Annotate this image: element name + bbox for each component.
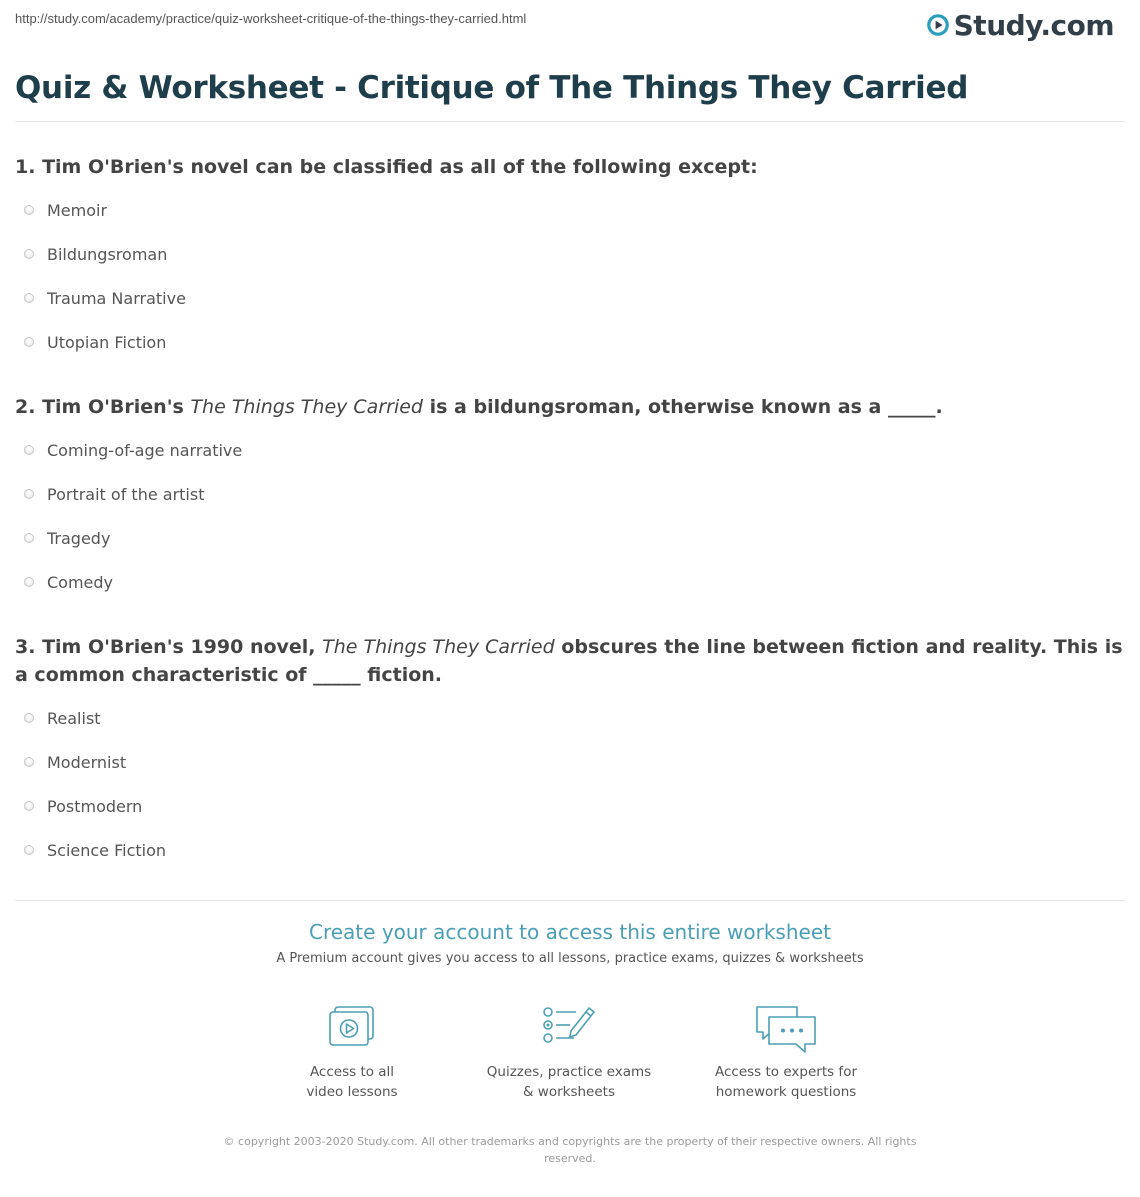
- radio-button[interactable]: [24, 845, 34, 855]
- answer-label[interactable]: Bildungsroman: [47, 244, 168, 264]
- answer-options: [15, 428, 1130, 604]
- feature-label: Quizzes, practice exams & worksheets: [486, 1064, 652, 1100]
- radio-button[interactable]: [24, 489, 34, 499]
- answer-label[interactable]: Science Fiction: [47, 840, 167, 860]
- video-lessons-icon: [325, 1004, 379, 1050]
- answer-option[interactable]: [15, 428, 1130, 472]
- radio-button[interactable]: [24, 757, 34, 767]
- feature-label: Access to experts for homework questions: [714, 1064, 857, 1100]
- question-2: [15, 393, 1130, 604]
- cta-divider: [15, 900, 1125, 901]
- page-title: Quiz & Worksheet - Critique of The Things They Carried: [15, 70, 969, 106]
- radio-button[interactable]: [24, 249, 34, 259]
- question-italic: The Things They Carried: [190, 396, 423, 418]
- question-suffix: obscures the line between fiction and reality. This is a common characteristic of _____ fiction.: [15, 636, 1123, 686]
- answer-option[interactable]: [15, 828, 1130, 872]
- radio-button[interactable]: [24, 577, 34, 587]
- answer-option[interactable]: [15, 784, 1130, 828]
- answer-options: [15, 188, 1130, 364]
- feature-quizzes: [469, 1004, 669, 1102]
- question-text: [15, 153, 1130, 181]
- radio-button[interactable]: [24, 801, 34, 811]
- question-text: [15, 633, 1130, 689]
- answer-option[interactable]: [15, 696, 1130, 740]
- radio-button[interactable]: [24, 533, 34, 543]
- logo-text: Study.com: [953, 8, 1114, 42]
- question-prefix: Tim O'Brien's novel can be classified as all of the following except:: [42, 156, 758, 178]
- feature-list: [0, 1004, 1140, 1114]
- radio-button[interactable]: [24, 445, 34, 455]
- answer-label[interactable]: Postmodern: [47, 796, 143, 816]
- radio-button[interactable]: [24, 337, 34, 347]
- question-prefix: Tim O'Brien's: [42, 396, 191, 418]
- feature-label: Access to all video lessons: [306, 1064, 398, 1100]
- question-number: 2.: [15, 396, 36, 418]
- answer-label[interactable]: Utopian Fiction: [47, 332, 167, 352]
- title-divider: [15, 121, 1125, 122]
- feature-experts: [686, 1004, 886, 1102]
- answer-label[interactable]: Coming-of-age narrative: [47, 440, 243, 460]
- answer-option[interactable]: [15, 740, 1130, 784]
- answer-label[interactable]: Modernist: [47, 752, 127, 772]
- question-text: [15, 393, 1130, 421]
- answer-label[interactable]: Comedy: [47, 572, 114, 592]
- chat-bubbles-icon: [753, 1004, 819, 1056]
- play-circle-icon: [927, 14, 949, 36]
- question-prefix: Tim O'Brien's 1990 novel,: [42, 636, 323, 658]
- question-3: [15, 633, 1130, 872]
- answer-option[interactable]: [15, 320, 1130, 364]
- answer-label[interactable]: Trauma Narrative: [47, 288, 186, 308]
- copyright-text: © copyright 2003-2020 Study.com. All other trademarks and copyrights are the property of their respective owners. All rights reserved.: [223, 1135, 917, 1165]
- radio-button[interactable]: [24, 205, 34, 215]
- cta-title[interactable]: Create your account to access this entire worksheet: [309, 920, 831, 944]
- answer-label[interactable]: Memoir: [47, 200, 108, 220]
- question-number: 3.: [15, 636, 36, 658]
- radio-button[interactable]: [24, 713, 34, 723]
- question-1: [15, 153, 1130, 364]
- feature-video-lessons: [252, 1004, 452, 1102]
- page-url[interactable]: http://study.com/academy/practice/quiz-worksheet-critique-of-the-things-they-carried.html: [15, 11, 527, 26]
- radio-button[interactable]: [24, 293, 34, 303]
- answer-label[interactable]: Tragedy: [47, 528, 111, 548]
- question-suffix: is a bildungsroman, otherwise known as a _____.: [422, 396, 943, 418]
- answer-label[interactable]: Portrait of the artist: [47, 484, 205, 504]
- question-number: 1.: [15, 156, 36, 178]
- answer-option[interactable]: [15, 276, 1130, 320]
- page-footer: [0, 1133, 1140, 1167]
- answer-option[interactable]: [15, 516, 1130, 560]
- answer-option[interactable]: [15, 560, 1130, 604]
- answer-label[interactable]: Realist: [47, 708, 101, 728]
- signup-cta: [0, 920, 1140, 966]
- quiz-checklist-icon: [540, 1004, 598, 1050]
- cta-subtitle: A Premium account gives you access to all lessons, practice exams, quizzes & worksheets: [276, 951, 864, 966]
- question-italic: The Things They Carried: [322, 636, 555, 658]
- answer-option[interactable]: [15, 472, 1130, 516]
- study-logo[interactable]: [927, 5, 1114, 45]
- page-header: [0, 0, 1140, 56]
- answer-option[interactable]: [15, 188, 1130, 232]
- answer-options: [15, 696, 1130, 872]
- answer-option[interactable]: [15, 232, 1130, 276]
